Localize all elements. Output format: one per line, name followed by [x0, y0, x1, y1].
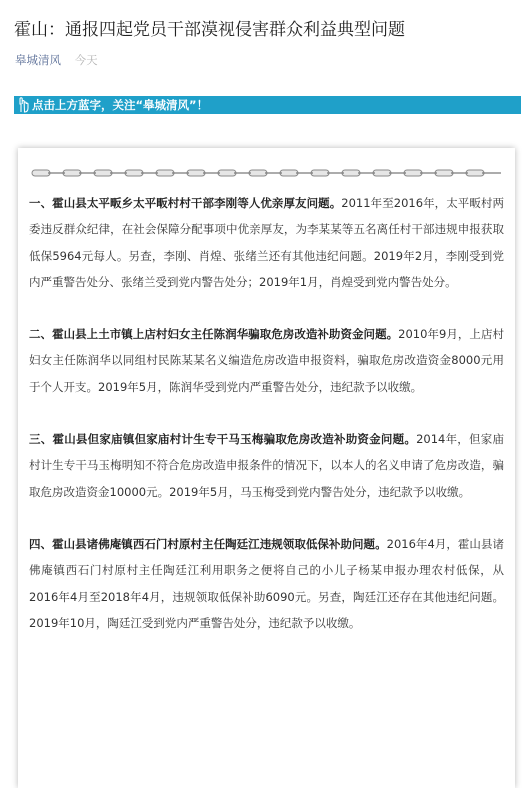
- case-text-1: 2011年至2016年，太平畈村两委违反群众纪律，在社会保障分配事项中优亲厚友，为李某某等五名离任村干部违规申报获取低保5964元每人。另查，李刚、肖煌、张绪兰还有其他违纪问题。2019年2月，李刚受到党内严重警告处分、张绪兰受到党内警告处分；2019年1月，肖煌受到党内警告处分。: [29, 196, 504, 289]
- case-heading-1: 一、霍山县太平畈乡太平畈村村干部李刚等人优亲厚友问题。: [29, 196, 342, 210]
- chain-divider-icon: [30, 168, 503, 178]
- case-paragraph-4: [29, 531, 504, 636]
- case-heading-3: 三、霍山县但家庙镇但家庙村计生专干马玉梅骗取危房改造补助资金问题。: [29, 432, 417, 447]
- article-body: [29, 190, 504, 662]
- case-heading-4: 四、霍山县诸佛庵镇西石门村原村主任陶廷江违规领取低保补助问题。: [29, 536, 387, 551]
- publish-date: 今天: [74, 53, 98, 67]
- pointing-hand-icon: [17, 97, 30, 113]
- article-content-card: [18, 148, 515, 788]
- case-text-3: 2014年，但家庙村计生专干马玉梅明知不符合危房改造申报条件的情况下，以本人的名义申请了危房改造，骗取危房改造资金10000元。2019年5月，马玉梅受到党内警告处分，违纪款予以收缴。: [29, 432, 504, 499]
- article-meta: [15, 52, 98, 68]
- case-paragraph-3: [29, 426, 504, 505]
- case-paragraph-1: [29, 190, 504, 295]
- article-title: 霍山：通报四起党员干部漠视侵害群众利益典型问题: [14, 20, 405, 40]
- follow-notice-banner: [14, 96, 521, 114]
- case-text-2: 2010年9月，上店村妇女主任陈润华以同组村民陈某某名义编造危房改造申报资料，骗取危房改造资金8000元用于个人开支。2019年5月，陈润华受到党内严重警告处分，违纪款予以收缴。: [29, 327, 504, 394]
- author-link[interactable]: 皋城清风: [15, 53, 61, 67]
- case-heading-2: 二、霍山县上土市镇上店村妇女主任陈润华骗取危房改造补助资金问题。: [29, 327, 399, 342]
- case-text-4: 2016年4月，霍山县诸佛庵镇西石门村原村主任陶廷江利用职务之便将自己的小儿子杨某申报办理农村低保，从2016年4月至2018年4月，违规领取低保补助6090元。另查，陶廷江还存在其他违纪问题。2019年10月，陶廷江受到党内严重警告处分，违纪款予以收缴。: [29, 536, 504, 630]
- follow-notice-text: 点击上方蓝字，关注“皋城清风”！: [32, 98, 209, 112]
- case-paragraph-2: [29, 321, 504, 400]
